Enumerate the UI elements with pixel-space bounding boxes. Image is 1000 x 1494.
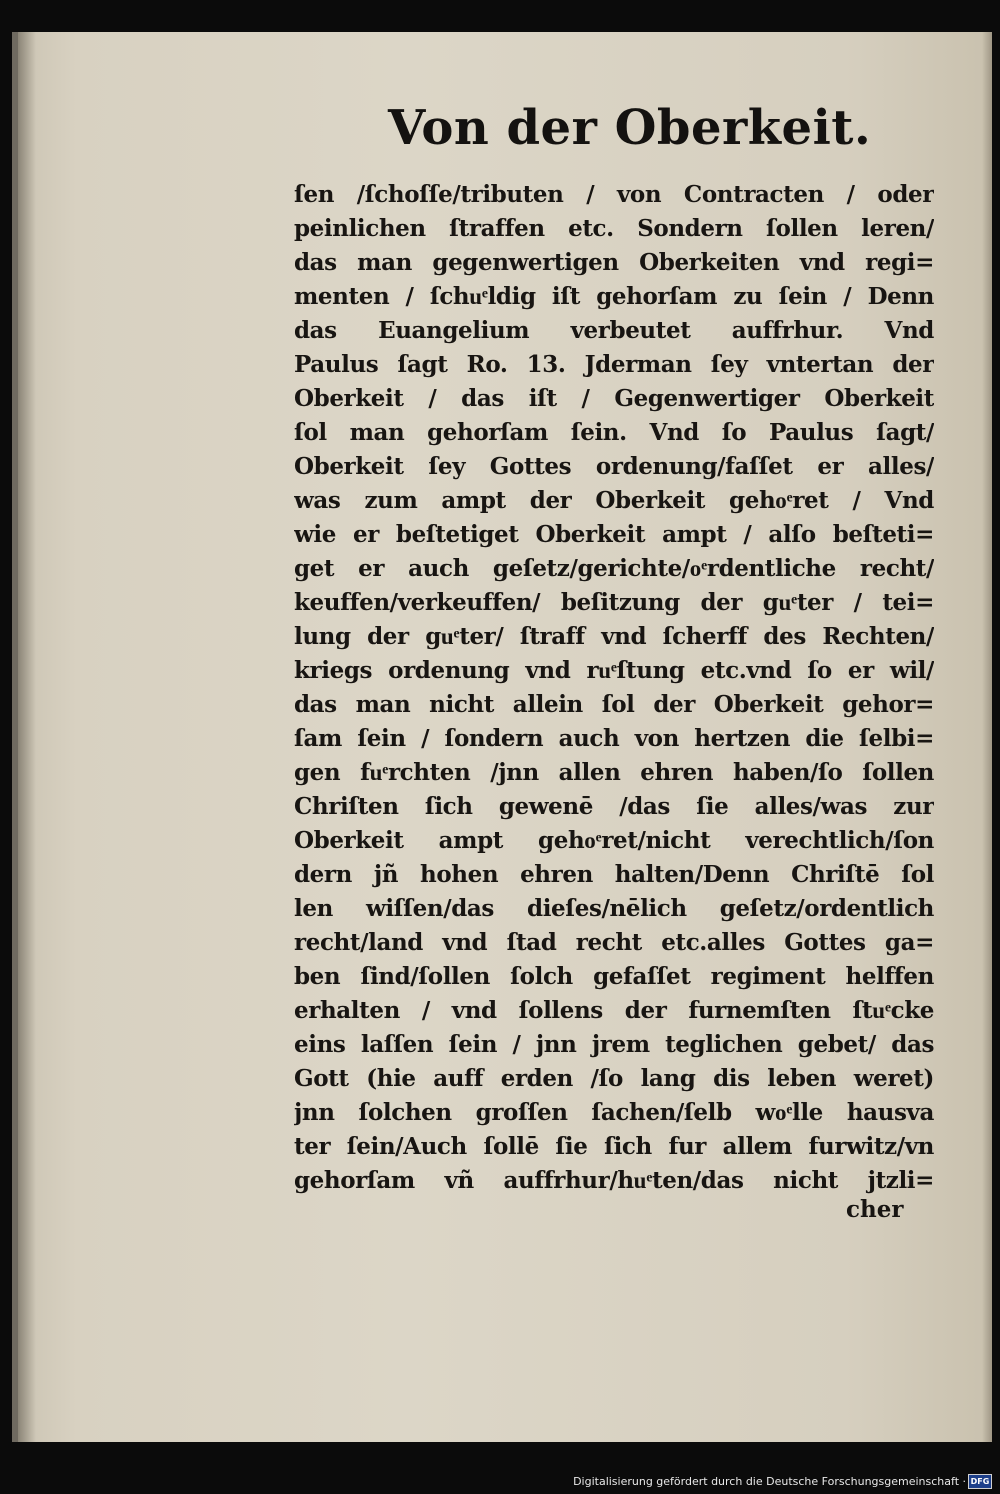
text-line: das man nicht allein ſol der Oberkeit gehor= [294, 691, 934, 718]
text-line: kriegs ordenung vnd ruͤſtung etc.vnd ſo er wil/ [294, 657, 934, 684]
text-line: gehorſam vñ auffrhur/huͤten/das nicht jtzli= [294, 1167, 934, 1194]
text-line: eins laſſen ſein / jnn jrem teglichen gebet/ das [294, 1031, 934, 1058]
text-line: jnn ſolchen groſſen ſachen/ſelb woͤlle hausva [294, 1099, 934, 1126]
text-line: das man gegenwertigen Oberkeiten vnd regi= [294, 249, 934, 276]
text-line: das Euangelium verbeutet auffrhur. Vnd [294, 317, 934, 344]
text-line: Oberkeit / das iſt / Gegenwertiger Oberkeit [294, 385, 934, 412]
dfg-logo-icon: DFG [968, 1474, 992, 1489]
text-line: was zum ampt der Oberkeit gehoͤret / Vnd [294, 487, 934, 514]
text-line: Oberkeit ſey Gottes ordenung/faſſet er alles/ [294, 453, 934, 480]
text-line: ben ſind/ſollen ſolch gefaſſet regiment helffen [294, 963, 934, 990]
text-line: dern jñ hohen ehren halten/Denn Chriſtē ſol [294, 861, 934, 888]
text-line: peinlichen ſtraffen etc. Sondern ſollen leren/ [294, 215, 934, 242]
text-line: Paulus ſagt Ro. 13. Jderman ſey vntertan der [294, 351, 934, 378]
catchword: cher [846, 1196, 904, 1223]
text-line: menten / ſchuͤldig iſt gehorſam zu ſein / Denn [294, 283, 934, 310]
text-line: ſen /ſchoſſe/tributen / von Contracten / oder [294, 181, 934, 208]
digitization-credit: Digitalisierung gefördert durch die Deutsche Forschungsgemeinschaft · [573, 1475, 966, 1488]
text-line: Chriſten ſich gewenē /das ſie alles/was zur [294, 793, 934, 820]
text-line: keuffen/verkeuffen/ beſitzung der guͤter / tei= [294, 589, 934, 616]
text-line: erhalten / vnd ſollens der furnemſten ſtuͤcke [294, 997, 934, 1024]
text-line: len wiſſen/das dieſes/nēlich geſetz/ordentlich [294, 895, 934, 922]
text-line: ſam ſein / ſondern auch von hertzen die ſelbi= [294, 725, 934, 752]
body-text [294, 178, 934, 1198]
text-line: wie er beſtetiget Oberkeit ampt / alſo beſteti= [294, 521, 934, 548]
text-line: Gott (hie auff erden /ſo lang dis leben weret) [294, 1065, 934, 1092]
text-line: gen fuͤrchten /jnn allen ehren haben/ſo ſollen [294, 759, 934, 786]
text-line: get er auch geſetz/gerichte/oͤrdentliche recht/ [294, 555, 934, 582]
text-line: ſol man gehorſam ſein. Vnd ſo Paulus ſagt/ [294, 419, 934, 446]
text-line: ter ſein/Auch ſollē ſie ſich fur allem furwitz/vn [294, 1133, 934, 1160]
running-head: Von der Oberkeit. [388, 100, 872, 156]
text-line: recht/land vnd ſtad recht etc.alles Gottes ga= [294, 929, 934, 956]
text-line: lung der guͤter/ ſtraff vnd ſcherff des Rechten/ [294, 623, 934, 650]
text-line: Oberkeit ampt gehoͤret/nicht verechtlich/ſon [294, 827, 934, 854]
